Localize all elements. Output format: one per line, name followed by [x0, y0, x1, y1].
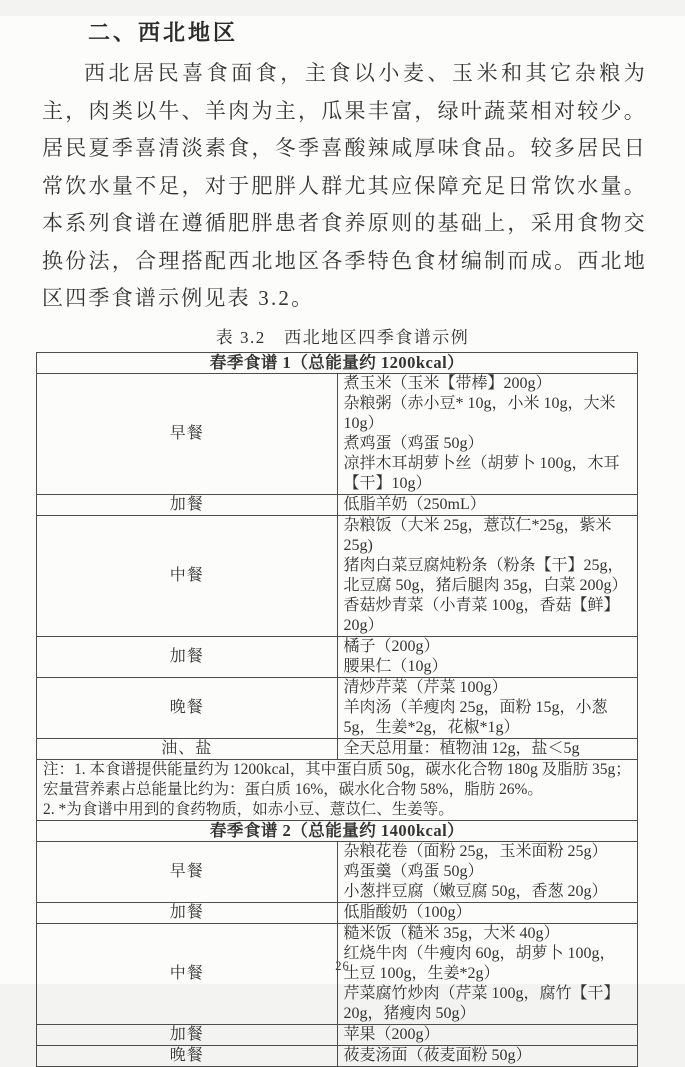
- meal-items: [337, 677, 638, 738]
- note-line: 注：1. 本食谱提供能量约为 1200kcal，其中蛋白质 50g，碳水化合物 180g 及脂肪 35g；宏量营养素占总能量比约为：蛋白质 16%，碳水化合物 58%，脂肪 26%。: [43, 760, 631, 798]
- table-row: [37, 820, 638, 841]
- dish-line: 猪肉白菜豆腐炖粉条（粉条【干】25g，北豆腐 50g，猪后腿肉 35g，白菜 200g）: [343, 556, 628, 594]
- dish-line: 煮玉米（玉米【带棒】200g）: [343, 374, 552, 392]
- dish-line: 香菇炒青菜（小青菜 100g，香菇【鲜】20g）: [343, 596, 620, 634]
- section-heading: 二、西北地区: [88, 20, 239, 45]
- note-line: 2. *为食谱中用到的食药物质，如赤小豆、薏苡仁、生姜等。: [43, 800, 454, 818]
- meal-label-snack: 加餐: [37, 1024, 338, 1045]
- dish-line: 羊肉汤（羊瘦肉 25g，面粉 15g，小葱 5g，生姜*2g，花椒*1g）: [343, 698, 608, 736]
- meal-label-breakfast: 早餐: [37, 373, 338, 494]
- table-row: [37, 515, 638, 636]
- meal-items: [337, 1024, 638, 1045]
- table-caption: 表 3.2 西北地区四季食谱示例: [215, 327, 470, 347]
- intro-paragraph: 西北居民喜食面食，主食以小麦、玉米和其它杂粮为主，肉类以牛、羊肉为主，瓜果丰富，绿叶蔬菜相对较少。居民夏季喜清淡素食，冬季喜酸辣咸厚味食品。较多居民日常饮水量不足，对于肥胖人群尤其应保障充足日常饮水量。本系列食谱在遵循肥胖患者食养原则的基础上，采用食物交换份法，合理搭配西北地区各季特色食材编制而成。西北地区四季食谱示例见表 3.2。: [42, 61, 647, 310]
- dish-line: 低脂羊奶（250mL）: [343, 495, 486, 513]
- meal-label-breakfast: 早餐: [37, 841, 338, 902]
- meal-label-snack: 加餐: [37, 902, 338, 923]
- meal-label-dinner: 晚餐: [37, 1045, 338, 1066]
- dish-line: 糙米饭（糙米 35g，大米 40g）: [343, 924, 560, 942]
- table-row: [37, 352, 638, 373]
- dish-line: 杂粮粥（赤小豆* 10g，小米 10g，大米 10g）: [343, 394, 616, 432]
- dish-line: 苹果（200g）: [343, 1025, 440, 1043]
- table-note: [37, 759, 638, 820]
- meal-label-dinner: 晚餐: [37, 677, 338, 738]
- dish-line: 莜麦汤面（莜麦面粉 50g）: [343, 1046, 532, 1064]
- recipe1-header: 春季食谱 1（总能量约 1200kcal）: [37, 352, 638, 373]
- meal-label-lunch: 中餐: [37, 515, 338, 636]
- dish-line: 腰果仁（10g）: [343, 657, 448, 675]
- dish-line: 低脂酸奶（100g）: [343, 903, 472, 921]
- dish-line: 红烧牛肉（牛瘦肉 60g，胡萝卜 100g，土豆 100g，生姜*2g）: [343, 944, 616, 982]
- recipe2-header: 春季食谱 2（总能量约 1400kcal）: [37, 820, 638, 841]
- meal-label-lunch: 中餐: [37, 923, 338, 1024]
- meal-label-oil-salt: 油、盐: [37, 738, 338, 759]
- meal-items: [337, 515, 638, 636]
- meal-items: [337, 841, 638, 902]
- meal-items: [337, 1045, 638, 1066]
- page-number: 26: [335, 959, 350, 973]
- dish-line: 芹菜腐竹炒肉（芹菜 100g，腐竹【干】20g，猪瘦肉 50g）: [343, 984, 620, 1022]
- dish-line: 煮鸡蛋（鸡蛋 50g）: [343, 434, 484, 452]
- table-row: [37, 738, 638, 759]
- meal-items: [337, 738, 638, 759]
- table-row: [37, 494, 638, 515]
- dish-line: 鸡蛋羹（鸡蛋 50g）: [343, 862, 484, 880]
- meal-items: [337, 494, 638, 515]
- meal-items: [337, 902, 638, 923]
- table-row: [37, 841, 638, 902]
- table-row: [37, 759, 638, 820]
- meal-items: [337, 636, 638, 677]
- dish-line: 小葱拌豆腐（嫩豆腐 50g，香葱 20g）: [343, 882, 608, 900]
- dish-line: 杂粮花卷（面粉 25g，玉米面粉 25g）: [343, 842, 608, 860]
- table-row: [37, 636, 638, 677]
- table-row: [37, 373, 638, 494]
- dish-line: 全天总用量：植物油 12g，盐＜5g: [343, 739, 580, 757]
- dish-line: 橘子（200g）: [343, 637, 440, 655]
- dish-line: 杂粮饭（大米 25g，薏苡仁*25g，紫米 25g): [343, 516, 612, 554]
- dish-line: 清炒芹菜（芹菜 100g）: [343, 678, 508, 696]
- table-row: [37, 677, 638, 738]
- meal-label-snack: 加餐: [37, 636, 338, 677]
- table-row: [37, 1045, 638, 1066]
- dish-line: 凉拌木耳胡萝卜丝（胡萝卜 100g，木耳【干】10g）: [343, 454, 620, 492]
- table-row: [37, 902, 638, 923]
- meal-label-snack: 加餐: [37, 494, 338, 515]
- table-row: [37, 1024, 638, 1045]
- meal-items: [337, 373, 638, 494]
- document-page: [0, 16, 685, 1064]
